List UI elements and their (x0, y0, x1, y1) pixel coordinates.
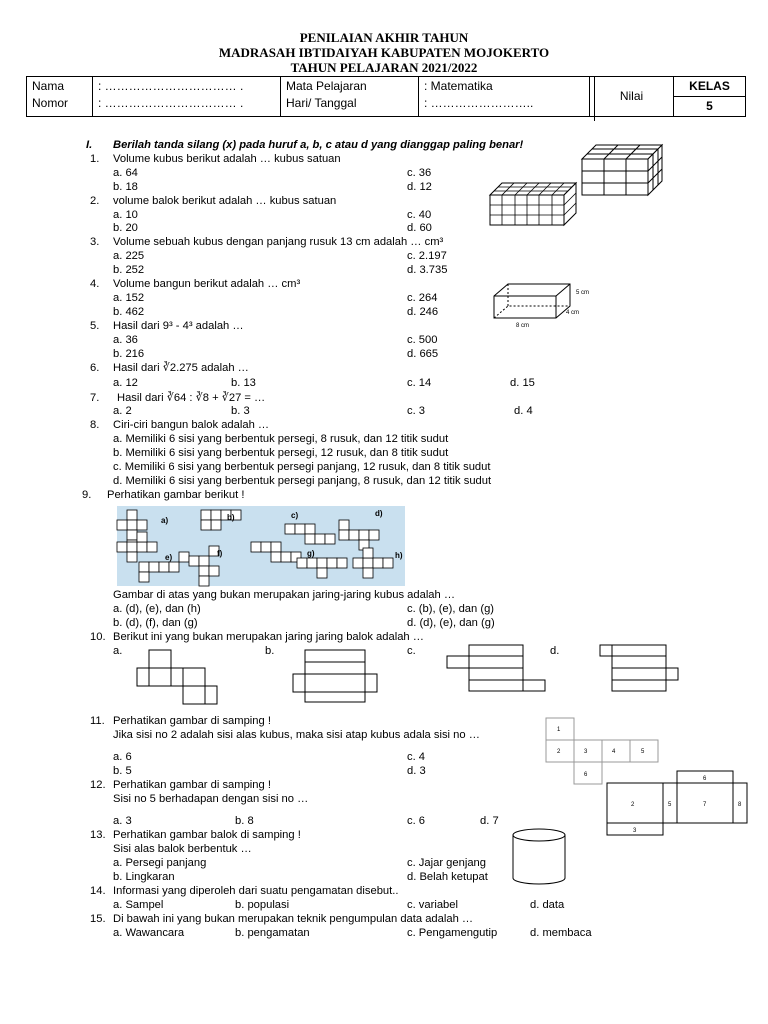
q9-net-cell (339, 530, 349, 540)
hari-label: Hari/ Tanggal (286, 96, 357, 110)
school-name: MADRASAH IBTIDAIYAH KABUPATEN MOJOKERTO (218, 45, 550, 60)
q7-number: 7. (90, 392, 100, 404)
q1-option-c[interactable]: c. 36 (407, 167, 432, 179)
q9-net-cell (137, 542, 147, 552)
q14-text: Informasi yang diperoleh dari suatu pengamatan disebut.. (113, 885, 399, 897)
q9-net-cell (159, 562, 169, 572)
q9-net-cell (325, 534, 335, 544)
q9-text2: Gambar di atas yang bukan merupakan jaring-jaring kubus adalah … (113, 589, 456, 601)
q9-net-cell (369, 530, 379, 540)
q12-num-2: 2 (631, 802, 635, 808)
q2-option-a[interactable]: a. 10 (113, 209, 138, 221)
q9-net-cell (339, 520, 349, 530)
q6-number: 6. (90, 362, 100, 374)
q9-net-cell (199, 556, 209, 566)
kelas-value: 5 (706, 99, 713, 113)
q13-option-b[interactable]: b. Lingkaran (113, 871, 175, 883)
q6-option-d[interactable]: d. 15 (510, 377, 535, 389)
q12-balok-net (607, 771, 747, 837)
q11-text: Perhatikan gambar di samping ! (113, 715, 271, 727)
q9-net-cell (127, 510, 137, 520)
q1-option-a[interactable]: a. 64 (113, 167, 138, 179)
nama-label: Nama (32, 79, 65, 93)
q9-label-f: f) (217, 549, 223, 558)
q12-option-b[interactable]: b. 8 (235, 815, 254, 827)
q9-text: Perhatikan gambar berikut ! (107, 489, 245, 501)
q9-net-cell (297, 558, 307, 568)
q4-dim-width: 4 cm (566, 310, 580, 316)
q14-number: 14. (90, 885, 106, 897)
q13-cylinder-figure (511, 828, 567, 886)
q9-net-cell (137, 520, 147, 530)
q11-num-4: 4 (612, 749, 616, 755)
q9-option-b[interactable]: b. (d), (f), dan (g) (113, 617, 198, 629)
q3-number: 3. (90, 236, 100, 248)
q2-option-b[interactable]: b. 20 (113, 222, 138, 234)
q12-option-a[interactable]: a. 3 (113, 815, 132, 827)
q4-balok-figure (494, 284, 599, 329)
q9-net-cell (139, 562, 149, 572)
q3-text: Volume sebuah kubus dengan panjang rusuk 13 cm adalah … cm³ (113, 236, 444, 248)
nomor-label: Nomor (32, 96, 69, 110)
q7-option-c[interactable]: c. 3 (407, 405, 426, 417)
q4-number: 4. (90, 278, 100, 290)
q9-number: 9. (82, 489, 92, 501)
q8-option-a[interactable]: a. Memiliki 6 sisi yang berbentuk persegi, 8 rusuk, dan 12 titik sudut (113, 433, 449, 445)
q11-text2: Jika sisi no 2 adalah sisi alas kubus, maka sisi atap kubus adala sisi no … (113, 729, 480, 741)
q9-net-cell (305, 534, 315, 544)
q14-option-a[interactable]: a. Sampel (113, 899, 164, 911)
hari-field[interactable]: : …………………….. (424, 96, 534, 110)
q9-net-cell (199, 576, 209, 586)
q4-dim-height: 5 cm (576, 290, 590, 296)
q2-number: 2. (90, 195, 100, 207)
q10-net-c (447, 645, 549, 693)
q9-label-h: h) (395, 551, 403, 560)
q9-net-cell (317, 568, 327, 578)
q11-option-d[interactable]: d. 3 (407, 765, 426, 777)
q15-number: 15. (90, 913, 106, 925)
q9-net-cell (261, 542, 271, 552)
q12-num-8: 8 (738, 802, 742, 808)
q9-net-cell (139, 572, 149, 582)
q9-net-cell (117, 520, 127, 530)
q14-option-c[interactable]: c. variabel (407, 899, 458, 911)
q4-option-c[interactable]: c. 264 (407, 292, 438, 304)
nama-field[interactable]: : …………………………… . (98, 79, 244, 93)
q4-text: Volume bangun berikut adalah … cm³ (113, 278, 301, 290)
nomor-field[interactable]: : …………………………… . (98, 96, 244, 110)
q1-option-d[interactable]: d. 12 (407, 181, 432, 193)
q4-dim-length: 8 cm (516, 323, 530, 329)
q11-num-3: 3 (584, 749, 588, 755)
q6-option-c[interactable]: c. 14 (407, 377, 432, 389)
q11-num-1: 1 (557, 727, 561, 733)
q9-net-cell (137, 532, 147, 542)
q12-num-5: 5 (668, 802, 672, 808)
q3-option-b[interactable]: b. 252 (113, 264, 145, 276)
q11-num-2: 2 (557, 749, 561, 755)
q10-text: Berikut ini yang bukan merupakan jaring jaring balok adalah … (113, 631, 424, 643)
q10-option-d[interactable]: d. (550, 645, 560, 657)
q9-net-cell (169, 562, 179, 572)
q7-option-d[interactable]: d. 4 (514, 405, 533, 417)
q11-option-b[interactable]: b. 5 (113, 765, 132, 777)
q9-net-cell (271, 552, 281, 562)
q9-net-cell (363, 558, 373, 568)
q9-net-cell (211, 520, 221, 530)
q8-text: Ciri-ciri bangun balok adalah … (113, 419, 270, 431)
q15-option-d[interactable]: d. membaca (530, 927, 592, 939)
q9-label-e: e) (165, 553, 173, 562)
section-number: I. (86, 139, 93, 151)
q9-net-cell (149, 562, 159, 572)
q1-cube-figure (582, 145, 672, 195)
q9-net-cell (127, 542, 137, 552)
q1-text: Volume kubus berikut adalah … kubus satuan (113, 153, 341, 165)
q12-num-3: 3 (633, 828, 637, 834)
q12-num-7: 7 (703, 802, 707, 808)
q9-net-cell (127, 520, 137, 530)
q2-balok-figure (490, 183, 580, 228)
q9-net-cell (271, 542, 281, 552)
q9-net-cell (383, 558, 393, 568)
q9-net-cell (209, 566, 219, 576)
q9-net-cell (337, 558, 347, 568)
q7-option-a[interactable]: a. 2 (113, 405, 132, 417)
q15-option-b[interactable]: b. pengamatan (235, 927, 310, 939)
q9-net-cell (251, 542, 261, 552)
mapel-value: : Matematika (424, 79, 493, 93)
q6-text: Hasil dari ∛2.275 adalah … (113, 362, 249, 374)
q1-number: 1. (90, 153, 100, 165)
q12-option-c[interactable]: c. 6 (407, 815, 426, 827)
q9-net-cell (127, 530, 137, 540)
q9-net-cell (281, 552, 291, 562)
q3-option-c[interactable]: c. 2.197 (407, 250, 447, 262)
q10-number: 10. (90, 631, 106, 643)
q11-option-a[interactable]: a. 6 (113, 751, 132, 763)
q14-option-b[interactable]: b. populasi (235, 899, 290, 911)
q9-net-cell (211, 510, 221, 520)
q12-text2: Sisi no 5 berhadapan dengan sisi no … (113, 793, 309, 805)
q4-option-d[interactable]: d. 246 (407, 306, 439, 318)
q9-net-cell (363, 568, 373, 578)
q12-number: 12. (90, 779, 106, 791)
q9-net-cell (179, 552, 189, 562)
q10-net-d (600, 645, 682, 693)
q9-net-cell (359, 530, 369, 540)
q1-option-b[interactable]: b. 18 (113, 181, 138, 193)
q7-text: Hasil dari ∛64 : ∛8 + ∛27 = … (117, 392, 266, 404)
exam-title: PENILAIAN AKHIR TAHUN (299, 30, 469, 45)
q9-label-b: b) (227, 513, 235, 522)
q5-number: 5. (90, 320, 100, 332)
q8-option-d[interactable]: d. Memiliki 6 sisi yang berbentuk persegi panjang, 8 rusuk, dan 12 titik sudut (113, 475, 492, 487)
q9-label-g: g) (307, 549, 315, 558)
q10-net-a (137, 650, 227, 705)
q9-net-cell (363, 548, 373, 558)
q2-option-d[interactable]: d. 60 (407, 222, 432, 234)
q9-net-cell (201, 510, 211, 520)
q8-number: 8. (90, 419, 100, 431)
q10-net-b (293, 650, 388, 702)
q14-option-d[interactable]: d. data (530, 899, 565, 911)
q9-net-cell (317, 558, 327, 568)
q11-num-6: 6 (584, 772, 588, 778)
q9-net-cell (147, 542, 157, 552)
q9-net-cell (199, 566, 209, 576)
q15-option-c[interactable]: c. Pengamengutip (407, 927, 498, 939)
q9-net-cell (127, 552, 137, 562)
q9-label-c: c) (291, 511, 299, 520)
q9-option-a[interactable]: a. (d), (e), dan (h) (113, 603, 201, 615)
q9-net-cell (307, 558, 317, 568)
q15-option-a[interactable]: a. Wawancara (113, 927, 185, 939)
q12-text: Perhatikan gambar di samping ! (113, 779, 271, 791)
q9-net-cell (327, 558, 337, 568)
q9-net-cell (201, 520, 211, 530)
q3-option-d[interactable]: d. 3.735 (407, 264, 448, 276)
q4-option-b[interactable]: b. 462 (113, 306, 145, 318)
q9-net-cell (189, 556, 199, 566)
academic-year: TAHUN PELAJARAN 2021/2022 (290, 60, 478, 75)
q3-option-a[interactable]: a. 225 (113, 250, 145, 262)
q9-net-cell (295, 524, 305, 534)
q9-label-a: a) (161, 516, 169, 525)
kelas-label: KELAS (674, 77, 745, 97)
q10-option-a[interactable]: a. (113, 645, 123, 657)
q9-nets-panel (117, 506, 405, 586)
q8-option-b[interactable]: b. Memiliki 6 sisi yang berbentuk persegi, 12 rusuk, dan 8 titik sudut (113, 447, 449, 459)
q9-label-d: d) (375, 509, 383, 518)
q5-option-d[interactable]: d. 665 (407, 348, 439, 360)
mapel-label: Mata Pelajaran (286, 79, 367, 93)
q5-text: Hasil dari 9³ - 4³ adalah … (113, 320, 244, 332)
q9-net-cell (117, 542, 127, 552)
q9-net-cell (315, 534, 325, 544)
q9-option-d[interactable]: d. (d), (e), dan (g) (407, 617, 495, 629)
q6-option-a[interactable]: a. 12 (113, 377, 138, 389)
q13-option-c[interactable]: c. Jajar genjang (407, 857, 486, 869)
q10-option-b[interactable]: b. (265, 645, 275, 657)
nilai-label: Nilai (619, 89, 644, 103)
q13-option-a[interactable]: a. Persegi panjang (113, 857, 207, 869)
section-instruction: Berilah tanda silang (x) pada huruf a, b, c atau d yang dianggap paling benar! (113, 139, 524, 151)
q4-option-a[interactable]: a. 152 (113, 292, 145, 304)
q9-net-cell (305, 524, 315, 534)
q2-text: volume balok berikut adalah … kubus satuan (113, 195, 337, 207)
q9-net-cell (353, 558, 363, 568)
q12-option-d[interactable]: d. 7 (480, 815, 499, 827)
q13-text: Perhatikan gambar balok di samping ! (113, 829, 301, 841)
q9-net-cell (373, 558, 383, 568)
q6-option-b[interactable]: b. 13 (231, 377, 256, 389)
q11-num-5: 5 (641, 749, 645, 755)
q7-option-b[interactable]: b. 3 (231, 405, 250, 417)
q2-option-c[interactable]: c. 40 (407, 209, 432, 221)
q9-net-cell (285, 524, 295, 534)
q11-option-c[interactable]: c. 4 (407, 751, 426, 763)
q12-num-6: 6 (703, 776, 707, 782)
q11-number: 11. (90, 715, 105, 727)
q5-option-c[interactable]: c. 500 (407, 334, 438, 346)
q5-option-b[interactable]: b. 216 (113, 348, 145, 360)
q9-option-c[interactable]: c. (b), (e), dan (g) (407, 603, 495, 615)
q8-option-c[interactable]: c. Memiliki 6 sisi yang berbentuk persegi panjang, 12 rusuk, dan 8 titik sudut (113, 461, 491, 473)
q10-option-c[interactable]: c. (407, 645, 416, 657)
q15-text: Di bawah ini yang bukan merupakan teknik pengumpulan data adalah … (113, 913, 474, 925)
q13-option-d[interactable]: d. Belah ketupat (407, 871, 488, 883)
q5-option-a[interactable]: a. 36 (113, 334, 138, 346)
q9-net-cell (349, 530, 359, 540)
q13-text2: Sisi alas balok berbentuk … (113, 843, 252, 855)
q13-number: 13. (90, 829, 106, 841)
